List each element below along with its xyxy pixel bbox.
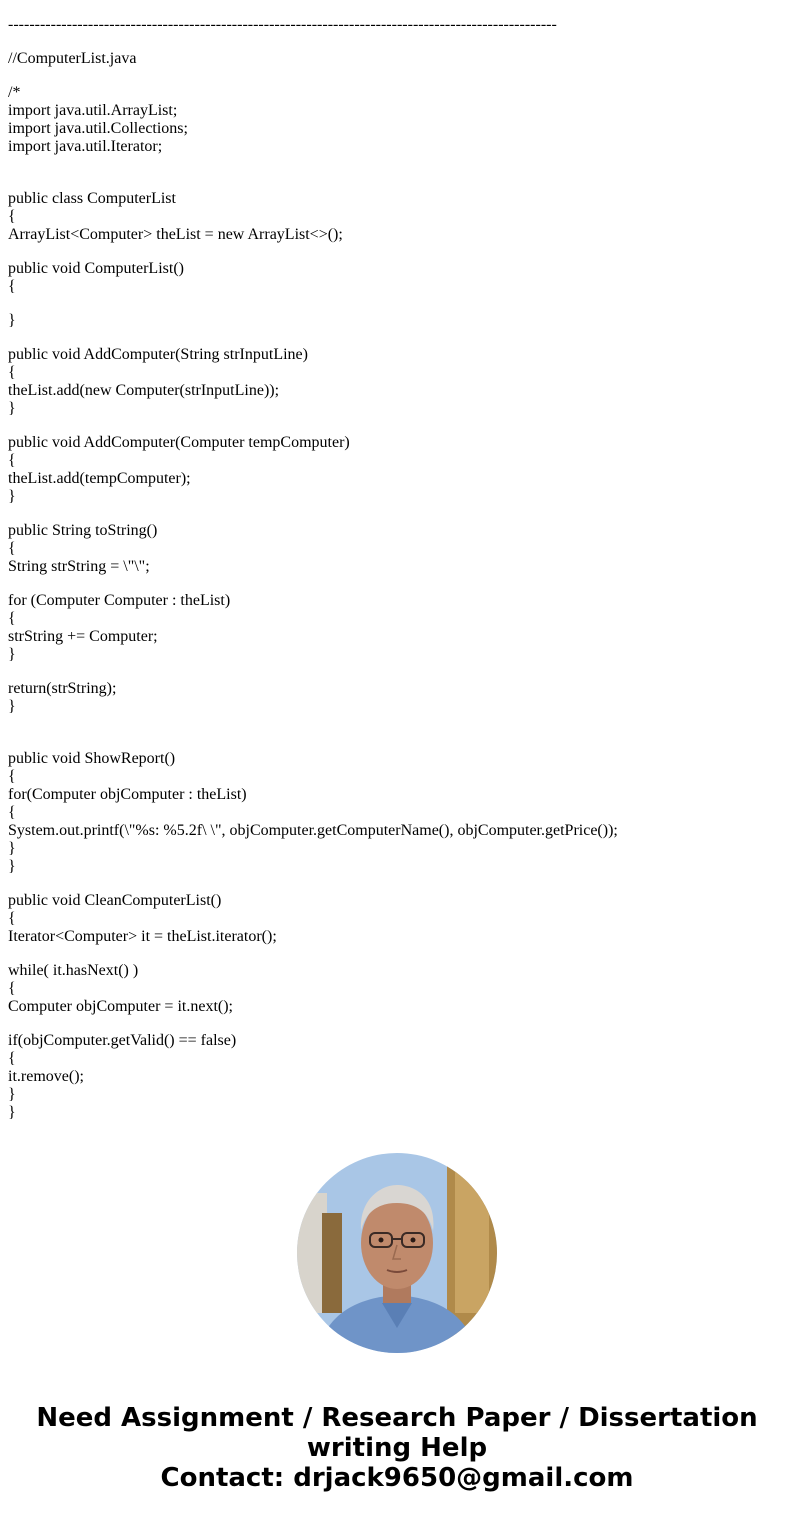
code-line: {	[8, 910, 16, 927]
code-line: }	[8, 488, 16, 505]
code-paragraph	[8, 260, 788, 296]
code-line: import java.util.Collections;	[8, 120, 188, 137]
code-line: {	[8, 980, 16, 997]
code-line: }	[8, 840, 16, 857]
contact-banner	[0, 1403, 794, 1493]
code-line: //ComputerList.java	[8, 50, 137, 67]
code-line: public void AddComputer(String strInputLine)	[8, 346, 308, 363]
code-paragraph	[8, 680, 788, 716]
code-line: theList.add(tempComputer);	[8, 470, 191, 487]
code-paragraph	[8, 1032, 788, 1122]
code-line: Iterator<Computer> it = theList.iterator();	[8, 928, 277, 945]
code-line: for(Computer objComputer : theList)	[8, 786, 247, 803]
code-paragraph	[8, 892, 788, 946]
code-line: }	[8, 698, 16, 715]
code-line: Computer objComputer = it.next();	[8, 998, 233, 1015]
code-paragraph	[8, 434, 788, 506]
code-line: }	[8, 646, 16, 663]
footer-contact-line[interactable]: Contact: drjack9650@gmail.com	[160, 1463, 634, 1493]
code-line: ArrayList<Computer> theList = new ArrayList<>();	[8, 226, 343, 243]
code-line: {	[8, 208, 16, 225]
code-line: theList.add(new Computer(strInputLine));	[8, 382, 280, 399]
code-line: }	[8, 312, 16, 329]
code-line: }	[8, 1104, 16, 1121]
code-line: public String toString()	[8, 522, 158, 539]
code-line: public void AddComputer(Computer tempComputer)	[8, 434, 350, 451]
code-line: {	[8, 278, 16, 295]
code-line: import java.util.Iterator;	[8, 138, 163, 155]
code-line: public void CleanComputerList()	[8, 892, 222, 909]
code-paragraph	[8, 50, 788, 68]
code-line: {	[8, 768, 16, 785]
code-line: {	[8, 804, 16, 821]
code-line: {	[8, 364, 16, 381]
code-paragraph	[8, 16, 788, 34]
code-line: public void ComputerList()	[8, 260, 184, 277]
code-paragraph	[8, 592, 788, 664]
code-paragraph	[8, 962, 788, 1016]
code-listing	[8, 16, 788, 1138]
author-avatar	[297, 1153, 497, 1353]
code-line: for (Computer Computer : theList)	[8, 592, 231, 609]
code-line: {	[8, 610, 16, 627]
code-line: public class ComputerList	[8, 190, 176, 207]
code-paragraph	[8, 750, 788, 876]
code-paragraph	[8, 84, 788, 156]
footer-line-1: Need Assignment / Research Paper / Dissertation	[36, 1403, 758, 1433]
code-line: /*	[8, 84, 21, 101]
code-line: it.remove();	[8, 1068, 84, 1085]
code-line: -------------------------------------------------------------------------------------------------------	[8, 16, 557, 33]
code-line: while( it.hasNext() )	[8, 962, 139, 979]
code-line: public void ShowReport()	[8, 750, 176, 767]
code-line: return(strString);	[8, 680, 117, 697]
code-paragraph	[8, 346, 788, 418]
code-line: }	[8, 858, 16, 875]
code-line: {	[8, 1050, 16, 1067]
code-paragraph	[8, 312, 788, 330]
code-line: {	[8, 540, 16, 557]
code-line: }	[8, 1086, 16, 1103]
code-line: }	[8, 400, 16, 417]
code-line: import java.util.ArrayList;	[8, 102, 178, 119]
code-line: String strString = \"\";	[8, 558, 150, 575]
code-paragraph	[8, 522, 788, 576]
code-line: if(objComputer.getValid() == false)	[8, 1032, 237, 1049]
code-line: strString += Computer;	[8, 628, 158, 645]
code-line: {	[8, 452, 16, 469]
footer-line-2: writing Help	[306, 1433, 488, 1463]
person-photo-icon	[297, 1153, 497, 1353]
code-line: System.out.printf(\"%s: %5.2f\ \", objComputer.getComputerName(), objComputer.getPrice());	[8, 822, 618, 839]
code-paragraph	[8, 190, 788, 244]
